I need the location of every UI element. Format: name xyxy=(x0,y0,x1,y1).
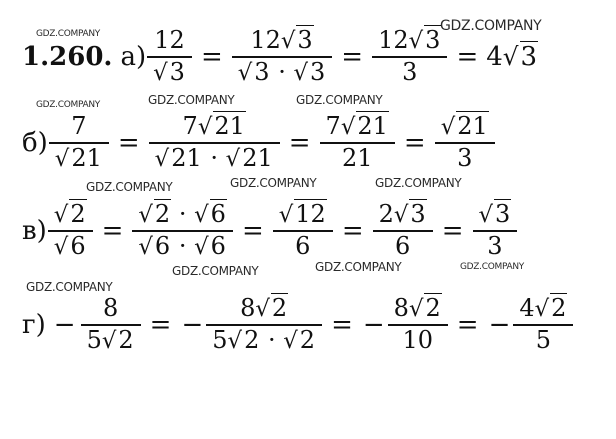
denominator: √6 xyxy=(48,230,93,260)
equals-sign: = xyxy=(456,310,479,340)
part-label-g: г) xyxy=(22,310,46,340)
fraction xyxy=(235,28,330,86)
fraction xyxy=(476,202,515,259)
watermark: GDZ.COMPANY xyxy=(36,100,101,110)
equals-sign: = xyxy=(149,310,172,340)
minus-sign: − xyxy=(362,310,385,340)
denominator: 3 xyxy=(473,230,518,259)
equals-sign: = xyxy=(341,42,364,72)
part-label-v: в) xyxy=(22,216,47,246)
numerator: 12√3 xyxy=(250,26,313,55)
fraction xyxy=(438,114,492,171)
denominator: 5√2 xyxy=(81,324,141,354)
fraction xyxy=(84,296,138,353)
watermark: GDZ.COMPANY xyxy=(460,262,525,272)
equation-row-v xyxy=(22,196,518,266)
numerator: √21 xyxy=(440,112,488,141)
equals-sign: = xyxy=(441,216,464,246)
denominator: √21 · √21 xyxy=(149,142,280,172)
watermark: GDZ.COMPANY xyxy=(375,176,462,190)
watermark: GDZ.COMPANY xyxy=(36,29,101,39)
numerator: 7 xyxy=(71,112,87,141)
fraction xyxy=(391,296,445,353)
equals-sign: = xyxy=(331,310,353,340)
numerator: √3 xyxy=(478,200,511,229)
numerator: 8 xyxy=(102,294,119,323)
denominator: 6 xyxy=(373,230,433,259)
numerator: 7√21 xyxy=(325,112,388,141)
numerator: 2√3 xyxy=(378,200,426,229)
equation-row-a xyxy=(22,22,538,92)
denominator: √3 · √3 xyxy=(232,56,333,86)
fraction xyxy=(52,114,106,171)
denominator: 3 xyxy=(372,56,447,85)
minus-sign: − xyxy=(488,310,511,340)
fraction xyxy=(135,202,230,260)
fraction xyxy=(150,28,189,85)
equals-sign: = xyxy=(403,128,426,158)
minus-sign: − xyxy=(53,310,76,340)
denominator: 3 xyxy=(435,142,495,171)
watermark: GDZ.COMPANY xyxy=(440,18,542,34)
equals-sign: = xyxy=(341,216,364,246)
equals-sign: = xyxy=(241,216,264,246)
fraction xyxy=(376,202,430,259)
minus-sign: − xyxy=(181,310,204,340)
watermark: GDZ.COMPANY xyxy=(315,260,402,274)
denominator: 21 xyxy=(320,142,395,171)
denominator: 10 xyxy=(388,324,448,353)
problem-number: 1.260. xyxy=(22,42,113,72)
result: 4 √3 xyxy=(486,42,538,72)
numerator: √2 · √6 xyxy=(138,200,226,229)
equals-sign: = xyxy=(200,42,223,72)
watermark: GDZ.COMPANY xyxy=(86,180,173,194)
denominator: √3 xyxy=(147,56,192,86)
fraction xyxy=(51,202,90,260)
denominator: 6 xyxy=(273,230,333,259)
fraction xyxy=(276,202,330,259)
equals-sign: = xyxy=(288,128,311,158)
fraction xyxy=(375,28,444,85)
denominator: √6 · √6 xyxy=(132,230,233,260)
equation-row-b xyxy=(22,108,496,178)
watermark: GDZ.COMPANY xyxy=(26,280,113,294)
denominator: √21 xyxy=(49,142,109,172)
fraction xyxy=(209,296,319,354)
watermark: GDZ.COMPANY xyxy=(172,264,259,278)
fraction xyxy=(323,114,392,171)
denominator: 5 xyxy=(513,324,573,353)
numerator: 4√2 xyxy=(519,294,567,323)
numerator: 12 xyxy=(154,26,185,55)
denominator: 5√2 · √2 xyxy=(206,324,322,354)
fraction xyxy=(516,296,570,353)
watermark: GDZ.COMPANY xyxy=(148,93,235,107)
equation-row-g xyxy=(22,290,574,360)
equals-sign: = xyxy=(456,42,479,72)
numerator: 8√2 xyxy=(240,294,288,323)
watermark: GDZ.COMPANY xyxy=(230,176,317,190)
equals-sign: = xyxy=(101,216,124,246)
equals-sign: = xyxy=(117,128,140,158)
watermark: GDZ.COMPANY xyxy=(296,93,383,107)
numerator: √2 xyxy=(53,200,86,229)
numerator: 7√21 xyxy=(182,112,245,141)
fraction xyxy=(152,114,277,172)
numerator: 8√2 xyxy=(393,294,441,323)
part-label-a: а) xyxy=(120,42,147,72)
numerator: √12 xyxy=(278,200,326,229)
numerator: 12√3 xyxy=(378,26,441,55)
part-label-b: б) xyxy=(22,128,48,158)
